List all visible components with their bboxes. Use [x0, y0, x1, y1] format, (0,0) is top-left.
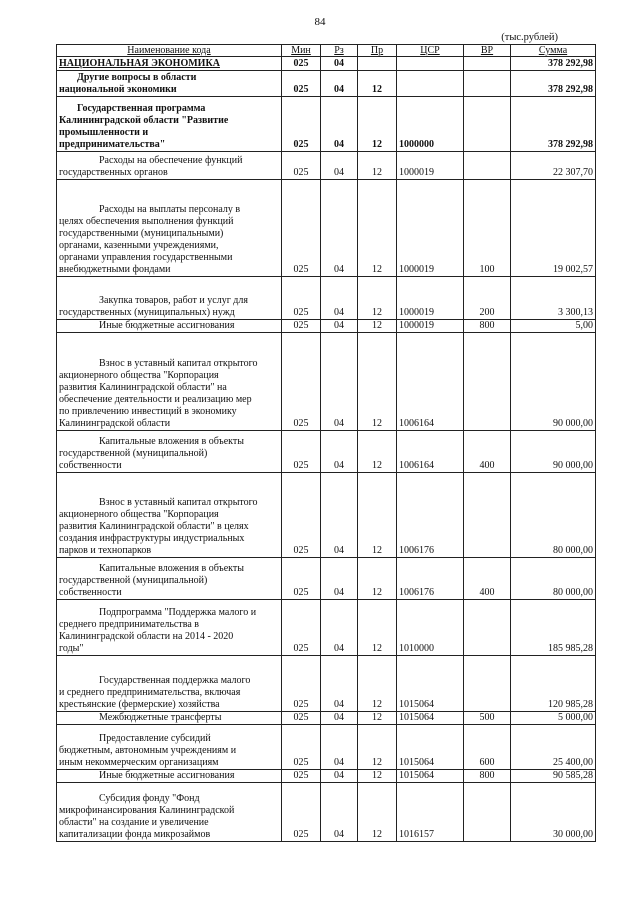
cell-vr: 100: [464, 180, 511, 277]
cell-name: [57, 277, 282, 320]
cell-name: [57, 152, 282, 180]
cell-name: [57, 712, 282, 725]
cell-csr: [397, 71, 464, 97]
cell-name: [57, 770, 282, 783]
cell-sum: 378 292,98: [511, 71, 596, 97]
header-pr: Пр: [358, 45, 397, 57]
cell-sum: 30 000,00: [511, 783, 596, 842]
cell-vr: [464, 57, 511, 71]
cell-rz: 04: [321, 71, 358, 97]
cell-csr: 1006164: [397, 431, 464, 473]
cell-vr: [464, 656, 511, 712]
cell-name: [57, 97, 282, 152]
cell-min: 025: [282, 725, 321, 770]
cell-name: [57, 320, 282, 333]
cell-rz: 04: [321, 783, 358, 842]
cell-rz: 04: [321, 725, 358, 770]
table-row: [57, 333, 596, 431]
cell-min: 025: [282, 783, 321, 842]
cell-name-text: Расходы на обеспечение функций государственных органов: [59, 155, 243, 178]
cell-name-text: Иные бюджетные ассигнования: [99, 320, 235, 331]
cell-name-text: Закупка товаров, работ и услуг для государственных (муниципальных) нужд: [59, 295, 248, 318]
cell-pr: 12: [358, 600, 397, 656]
cell-name-text: Расходы на выплаты персоналу в целях обеспечения выполнения функций государственными (муниципальными) органами, казенными учреждениями, органами управления государственными внебюджетными фондами: [59, 204, 241, 275]
cell-pr: 12: [358, 783, 397, 842]
cell-name: [57, 431, 282, 473]
table-row: [57, 712, 596, 725]
cell-vr: 800: [464, 770, 511, 783]
cell-pr: 12: [358, 277, 397, 320]
cell-name: [57, 180, 282, 277]
cell-pr: 12: [358, 71, 397, 97]
cell-name: [57, 71, 282, 97]
cell-vr: 200: [464, 277, 511, 320]
cell-min: 025: [282, 656, 321, 712]
cell-pr: 12: [358, 320, 397, 333]
cell-sum: 80 000,00: [511, 473, 596, 558]
cell-min: 025: [282, 431, 321, 473]
cell-pr: 12: [358, 97, 397, 152]
cell-rz: 04: [321, 277, 358, 320]
cell-min: 025: [282, 152, 321, 180]
cell-sum: 25 400,00: [511, 725, 596, 770]
cell-sum: 120 985,28: [511, 656, 596, 712]
cell-pr: 12: [358, 558, 397, 600]
units-note: (тыс.рублей): [501, 32, 558, 43]
cell-min: 025: [282, 333, 321, 431]
cell-name: [57, 473, 282, 558]
cell-pr: [358, 57, 397, 71]
cell-csr: 1000019: [397, 152, 464, 180]
budget-table: [56, 44, 596, 842]
cell-pr: 12: [358, 725, 397, 770]
table-row: [57, 473, 596, 558]
cell-sum: 90 000,00: [511, 431, 596, 473]
table-row: [57, 277, 596, 320]
cell-rz: 04: [321, 431, 358, 473]
cell-rz: 04: [321, 333, 358, 431]
cell-rz: 04: [321, 600, 358, 656]
cell-min: 025: [282, 600, 321, 656]
table-row: [57, 71, 596, 97]
cell-vr: [464, 333, 511, 431]
cell-sum: 378 292,98: [511, 57, 596, 71]
table-row: [57, 770, 596, 783]
cell-min: 025: [282, 712, 321, 725]
cell-vr: 600: [464, 725, 511, 770]
cell-pr: 12: [358, 473, 397, 558]
cell-min: 025: [282, 180, 321, 277]
cell-vr: [464, 783, 511, 842]
header-vr: ВР: [464, 45, 511, 57]
cell-rz: 04: [321, 152, 358, 180]
cell-name-text: Другие вопросы в области национальной экономики: [59, 72, 197, 95]
cell-vr: [464, 600, 511, 656]
cell-name-text: Взнос в уставный капитал открытого акционерного общества "Корпорация развития Калининградской области" в целях создания инфраструктуры индустриальных парков и технопарков: [59, 497, 258, 556]
cell-name-text: НАЦИОНАЛЬНАЯ ЭКОНОМИКА: [59, 58, 220, 69]
cell-vr: [464, 152, 511, 180]
cell-min: 025: [282, 97, 321, 152]
table-row: [57, 57, 596, 71]
cell-min: 025: [282, 770, 321, 783]
cell-vr: 400: [464, 431, 511, 473]
cell-name-text: Подпрограмма "Поддержка малого и среднего предпринимательства в Калининградской области на 2014 - 2020 годы": [59, 607, 257, 654]
cell-min: 025: [282, 320, 321, 333]
table-row: [57, 656, 596, 712]
cell-min: 025: [282, 71, 321, 97]
cell-name: [57, 725, 282, 770]
cell-rz: 04: [321, 180, 358, 277]
header-csr: ЦСР: [397, 45, 464, 57]
cell-pr: 12: [358, 152, 397, 180]
cell-vr: 800: [464, 320, 511, 333]
cell-csr: 1015064: [397, 712, 464, 725]
cell-vr: [464, 97, 511, 152]
cell-sum: 22 307,70: [511, 152, 596, 180]
cell-rz: 04: [321, 712, 358, 725]
cell-sum: 80 000,00: [511, 558, 596, 600]
cell-csr: 1015064: [397, 770, 464, 783]
cell-min: 025: [282, 57, 321, 71]
cell-name: [57, 656, 282, 712]
cell-min: 025: [282, 473, 321, 558]
cell-sum: 378 292,98: [511, 97, 596, 152]
table-row: [57, 725, 596, 770]
cell-name: [57, 783, 282, 842]
cell-name-text: Взнос в уставный капитал открытого акционерного общества "Корпорация развития Калининградской области" на обеспечение деятельности и реализацию мер по привлечению инвестиций в экономику Калининградской области: [59, 358, 258, 429]
cell-rz: 04: [321, 320, 358, 333]
cell-min: 025: [282, 277, 321, 320]
table-row: [57, 152, 596, 180]
cell-name-text: Иные бюджетные ассигнования: [99, 770, 235, 781]
cell-csr: 1016157: [397, 783, 464, 842]
cell-name-text: Государственная поддержка малого и среднего предпринимательства, включая крестьянские (фермерские) хозяйства: [59, 675, 251, 710]
cell-sum: 185 985,28: [511, 600, 596, 656]
cell-vr: [464, 473, 511, 558]
header-min: Мин: [282, 45, 321, 57]
cell-name-text: Межбюджетные трансферты: [99, 712, 222, 723]
cell-csr: 1000019: [397, 320, 464, 333]
table-row: [57, 97, 596, 152]
cell-name-text: Субсидия фонду "Фонд микрофинансирования Калининградской области" на создание и увеличение капитализации фонда микрозаймов: [59, 793, 235, 840]
cell-csr: 1010000: [397, 600, 464, 656]
cell-pr: 12: [358, 180, 397, 277]
header-row: [57, 45, 596, 57]
page-number: 84: [314, 16, 326, 28]
cell-csr: 1000000: [397, 97, 464, 152]
cell-rz: 04: [321, 558, 358, 600]
cell-vr: [464, 71, 511, 97]
table-row: [57, 180, 596, 277]
table-row: [57, 783, 596, 842]
cell-csr: 1015064: [397, 656, 464, 712]
cell-csr: 1000019: [397, 277, 464, 320]
cell-vr: 500: [464, 712, 511, 725]
cell-sum: 19 002,57: [511, 180, 596, 277]
header-sum: Сумма: [511, 45, 596, 57]
cell-sum: 3 300,13: [511, 277, 596, 320]
cell-csr: 1000019: [397, 180, 464, 277]
table-row: [57, 558, 596, 600]
cell-pr: 12: [358, 656, 397, 712]
cell-min: 025: [282, 558, 321, 600]
cell-pr: 12: [358, 431, 397, 473]
cell-name-text: Капитальные вложения в объекты государственной (муниципальной) собственности: [59, 436, 244, 471]
cell-pr: 12: [358, 333, 397, 431]
cell-name-text: Государственная программа Калининградской области "Развитие промышленности и предпринимательства": [59, 103, 229, 150]
cell-name: [57, 333, 282, 431]
cell-rz: 04: [321, 57, 358, 71]
cell-sum: 90 585,28: [511, 770, 596, 783]
cell-name-text: Капитальные вложения в объекты государственной (муниципальной) собственности: [59, 563, 244, 598]
table-row: [57, 600, 596, 656]
cell-name: [57, 57, 282, 71]
table-row: [57, 320, 596, 333]
cell-csr: 1006164: [397, 333, 464, 431]
cell-pr: 12: [358, 770, 397, 783]
cell-csr: 1015064: [397, 725, 464, 770]
cell-rz: 04: [321, 473, 358, 558]
cell-csr: 1006176: [397, 473, 464, 558]
cell-name-text: Предоставление субсидий бюджетным, автономным учреждениям и иным некоммерческим организациям: [59, 733, 237, 768]
table-row: [57, 431, 596, 473]
cell-pr: 12: [358, 712, 397, 725]
table-body: [57, 57, 596, 842]
cell-vr: 400: [464, 558, 511, 600]
cell-rz: 04: [321, 770, 358, 783]
cell-name: [57, 558, 282, 600]
header-name: Наименование кода: [57, 45, 282, 57]
cell-rz: 04: [321, 656, 358, 712]
cell-sum: 90 000,00: [511, 333, 596, 431]
cell-csr: 1006176: [397, 558, 464, 600]
cell-sum: 5,00: [511, 320, 596, 333]
cell-rz: 04: [321, 97, 358, 152]
header-rz: Рз: [321, 45, 358, 57]
cell-sum: 5 000,00: [511, 712, 596, 725]
cell-csr: [397, 57, 464, 71]
cell-name: [57, 600, 282, 656]
